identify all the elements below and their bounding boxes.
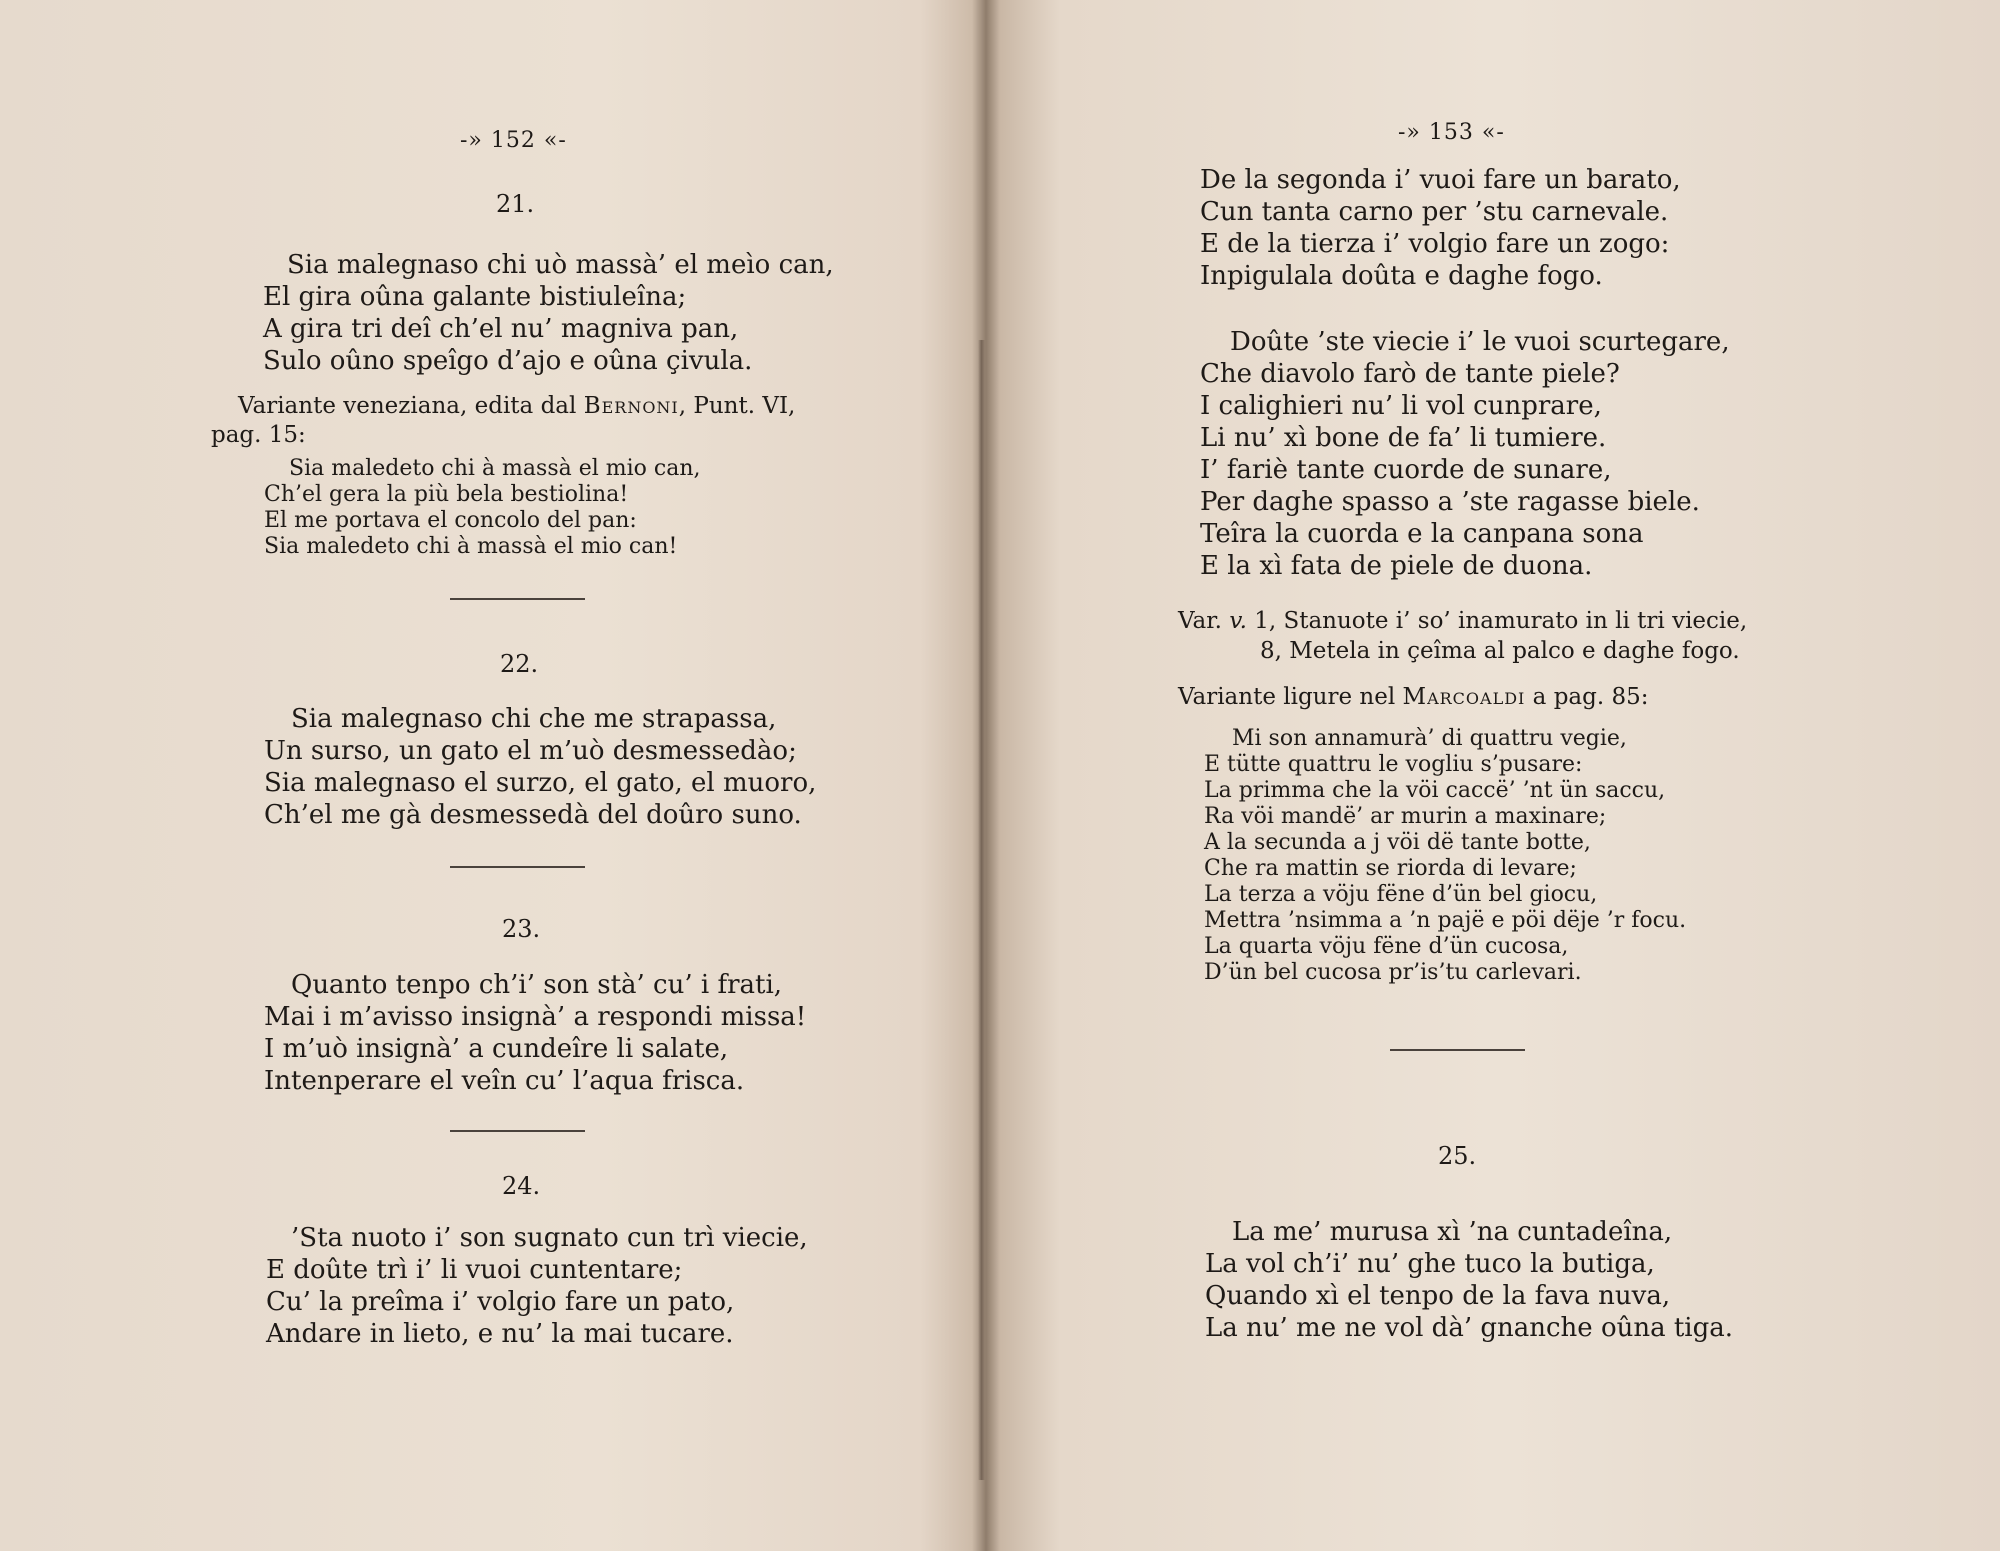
variant-quote-line: La primma che la vöi caccë’ ’nt ün saccu, xyxy=(1204,778,1666,803)
verse-line: Sia malegnaso chi che me strapassa, xyxy=(291,704,777,734)
author-name: Bernoni xyxy=(583,393,679,419)
verse-line: Intenperare el veîn cu’ l’aqua frisca. xyxy=(264,1066,745,1096)
verse-line: A gira tri deî ch’el nu’ magniva pan, xyxy=(263,314,739,344)
poem-number-24: 24. xyxy=(502,1172,541,1200)
page-number-left: -» 152 «- xyxy=(460,128,567,153)
variant-note-text: Variante ligure nel xyxy=(1178,684,1396,710)
page-number-right: -» 153 «- xyxy=(1398,120,1505,145)
verse-line: E la xì fata de piele de duona. xyxy=(1200,551,1593,581)
verse-line: I calighieri nu’ li vol cunprare, xyxy=(1200,391,1602,421)
variant-quote-line: Mi son annamurà’ di quattru vegie, xyxy=(1232,726,1627,751)
variant-quote-line: D’ün bel cucosa pr’is’tu carlevari. xyxy=(1204,960,1582,985)
verse-line: E doûte trì i’ li vuoi cuntentare; xyxy=(266,1255,683,1285)
right-page xyxy=(990,0,2000,1551)
verse-line: E de la tierza i’ volgio fare un zogo: xyxy=(1200,229,1670,259)
poem-number-23: 23. xyxy=(502,915,541,943)
verse-line: Teîra la cuorda e la canpana sona xyxy=(1200,519,1644,549)
verse-line: La me’ murusa xì ’na cuntadeîna, xyxy=(1232,1217,1673,1247)
variant-quote-line: Ra vöi mandë’ ar murin a maxinare; xyxy=(1204,804,1607,829)
verse-line: Mai i m’avisso insignà’ a respondi missa! xyxy=(264,1002,807,1032)
variant-note-text: , Punt. VI, xyxy=(678,393,796,419)
var-note-line-1 xyxy=(1178,606,1747,636)
author-name: Marcoaldi xyxy=(1402,684,1526,710)
variant-quote-line: El me portava el concolo del pan: xyxy=(264,508,637,533)
verse-line: ’Sta nuoto i’ son sugnato cun trì viecie, xyxy=(291,1223,808,1253)
verse-line: El gira oûna galante bistiuleîna; xyxy=(263,282,687,312)
variant-quote-line: Sia maledeto chi à massà el mio can, xyxy=(289,456,701,481)
variant-quote-line: Ch’el gera la più bela bestiolina! xyxy=(264,482,629,507)
verse-line: Un surso, un gato el m’uò desmessedào; xyxy=(264,736,797,766)
poem-number-21: 21. xyxy=(496,190,535,218)
verse-line: Sulo oûno speîgo d’ajo e oûna çivula. xyxy=(263,346,753,376)
variant-note-page: pag. 15: xyxy=(211,422,306,448)
verse-line: Quanto tenpo ch’i’ son stà’ cu’ i frati, xyxy=(291,970,783,1000)
poem-number-22: 22. xyxy=(500,650,539,678)
variant-quote-line: A la secunda a j vöi dë tante botte, xyxy=(1204,830,1591,855)
variant-quote-line: Mettra ’nsimma a ’n pajë e pöi dëje ’r focu. xyxy=(1204,908,1687,933)
verse-line: Per daghe spasso a ’ste ragasse biele. xyxy=(1200,487,1700,517)
variant-note-21 xyxy=(238,391,795,421)
verse-line: Ch’el me gà desmessedà del doûro suno. xyxy=(264,800,802,830)
verse-line: La vol ch’i’ nu’ ghe tuco la butiga, xyxy=(1205,1249,1655,1279)
verse-line: Andare in lieto, e nu’ la mai tucare. xyxy=(266,1319,734,1349)
separator-rule xyxy=(450,866,585,868)
variant-ligure-note xyxy=(1178,682,1649,712)
verse-line: Doûte ’ste viecie i’ le vuoi scurtegare, xyxy=(1230,327,1730,357)
verse-line: De la segonda i’ vuoi fare un barato, xyxy=(1200,165,1681,195)
verse-line: Inpigulala doûta e daghe fogo. xyxy=(1200,261,1603,291)
verse-line: Quando xì el tenpo de la fava nuva, xyxy=(1205,1281,1671,1311)
verse-line: I m’uò insignà’ a cundeîre li salate, xyxy=(264,1034,729,1064)
verse-line: Cu’ la preîma i’ volgio fare un pato, xyxy=(266,1287,735,1317)
poem-number-25: 25. xyxy=(1438,1142,1477,1170)
separator-rule xyxy=(1390,1049,1525,1051)
var-label: Var. xyxy=(1178,608,1222,634)
verse-line: Cun tanta carno per ’stu carnevale. xyxy=(1200,197,1669,227)
variant-quote-line: E tütte quattru le vogliu s’pusare: xyxy=(1204,752,1583,777)
verse-line: La nu’ me ne vol dà’ gnanche oûna tiga. xyxy=(1205,1313,1734,1343)
verse-line: Che diavolo farò de tante piele? xyxy=(1200,359,1620,389)
separator-rule xyxy=(450,598,585,600)
var-text: 1, Stanuote i’ so’ inamurato in li tri viecie, xyxy=(1254,608,1748,634)
var-note-line-2: 8, Metela in çeîma al palco e daghe fogo. xyxy=(1260,638,1740,664)
variant-note-text: Variante veneziana, edita dal xyxy=(238,393,577,419)
variant-quote-line: La terza a vöju fëne d’ün bel giocu, xyxy=(1204,882,1598,907)
verse-line: I’ fariè tante cuorde de sunare, xyxy=(1200,455,1612,485)
var-abbr: v. xyxy=(1229,608,1247,634)
verse-line: Sia malegnaso chi uò massà’ el meìo can, xyxy=(287,250,834,280)
variant-quote-line: Che ra mattin se riorda di levare; xyxy=(1204,856,1577,881)
left-page xyxy=(0,0,985,1551)
variant-quote-line: La quarta vöju fëne d’ün cucosa, xyxy=(1204,934,1569,959)
separator-rule xyxy=(450,1130,585,1132)
verse-line: Li nu’ xì bone de fa’ li tumiere. xyxy=(1200,423,1607,453)
variant-quote-line: Sia maledeto chi à massà el mio can! xyxy=(264,534,678,559)
variant-note-text: a pag. 85: xyxy=(1532,684,1649,710)
verse-line: Sia malegnaso el surzo, el gato, el muoro, xyxy=(264,768,817,798)
